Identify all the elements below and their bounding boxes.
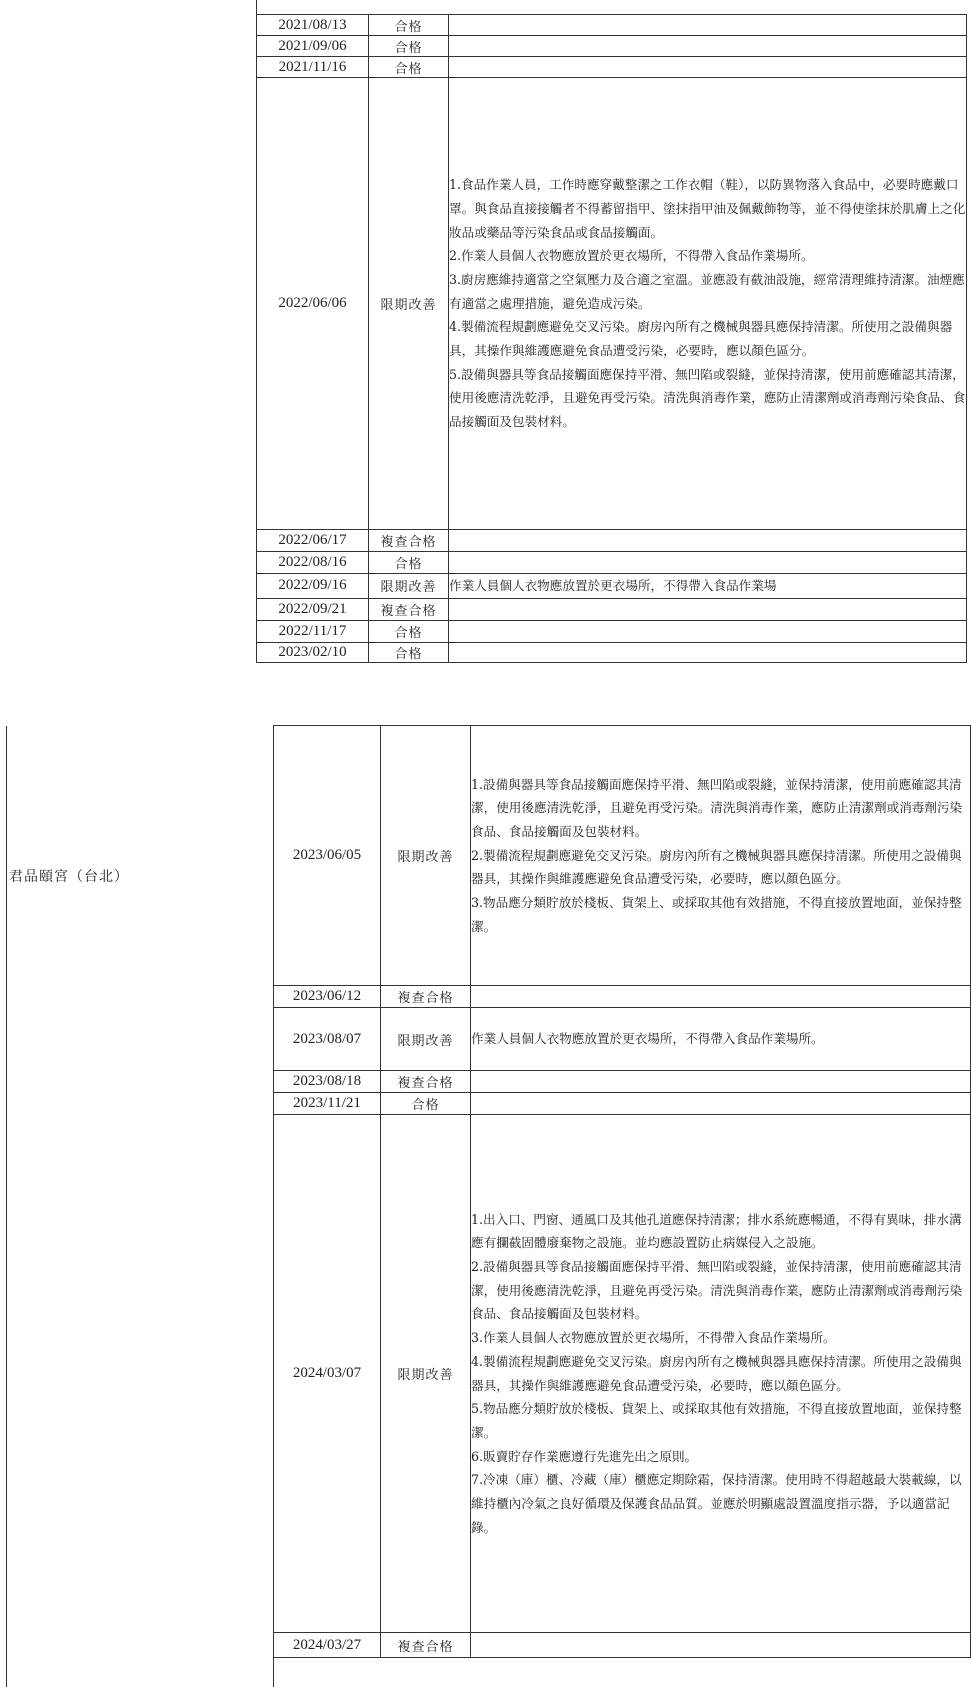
inspection-row [257,620,967,642]
inspection-row [274,986,971,1008]
inspection-result: 限期改善 [381,1008,471,1071]
inspection-row [274,1633,971,1658]
violation-item: 1.食品作業人員，工作時應穿戴整潔之工作衣帽（鞋），以防異物落入食品中，必要時應戴口罩。與食品直接接觸者不得蓄留指甲、塗抹指甲油及佩戴飾物等，並不得使塗抹於肌膚上之化妝品或藥品等污染食品或食品接觸面。 [449,177,966,240]
inspection-row [274,1008,971,1071]
inspection-row [257,552,967,574]
inspection-date: 2022/09/21 [257,598,369,620]
violation-notes [449,530,967,552]
inspection-result: 限期改善 [381,1115,471,1633]
violation-item: 1.設備與器具等食品接觸面應保持平滑、無凹陷或裂縫，並保持清潔，使用前應確認其清潔，使用後應清洗乾淨，且避免再受污染。清洗與消毒作業，應防止清潔劑或消毒劑污染食品、食品接觸面及包裝材料。 [471,776,963,839]
inspection-row [257,57,967,78]
violation-list [449,574,966,598]
violation-notes [449,574,967,599]
inspection-date: 2024/03/27 [274,1633,381,1658]
violation-list [471,1027,970,1051]
inspection-date: 2022/08/16 [257,552,369,574]
inspection-result: 限期改善 [369,78,449,530]
violation-notes [449,642,967,662]
inspection-date: 2023/08/18 [274,1071,381,1093]
violation-item: 作業人員個人衣物應放置於更衣場所，不得帶入食品作業場 [449,578,777,593]
inspection-row [274,1071,971,1093]
violation-item: 5.物品應分類貯放於棧板、貨架上、或採取其他有效措施，不得直接放置地面，並保持整潔。 [471,1401,962,1440]
violation-notes [471,1093,971,1115]
violation-notes [471,1115,971,1633]
inspection-date: 2022/09/16 [257,574,369,599]
inspection-date: 2021/09/06 [257,36,369,57]
inspection-result: 複查合格 [369,530,449,552]
violation-item: 6.販賣貯存作業應遵行先進先出之原則。 [471,1448,698,1464]
violation-item: 5.設備與器具等食品接觸面應保持平滑、無凹陷或裂縫，並保持清潔，使用前應確認其清潔，使用後應清洗乾淨，且避免再受污染。清洗與消毒作業，應防止清潔劑或消毒劑污染食品、食品接觸面及包裝材料。 [449,366,966,430]
inspection-result: 合格 [369,57,449,78]
violation-item: 2.作業人員個人衣物應放置於更衣場所，不得帶入食品作業場所。 [449,248,814,264]
inspection-result: 合格 [369,15,449,36]
inspection-date: 2024/03/07 [274,1115,381,1633]
violation-item: 2.製備流程規劃應避免交叉污染。廚房內所有之機械與器具應保持清潔。所使用之設備與器具，其操作與維護應避免食品遭受污染，必要時，應以顏色區分。 [471,847,962,887]
inspection-result: 合格 [369,552,449,574]
violation-item: 3.物品應分類貯放於棧板、貨架上、或採取其他有效措施，不得直接放置地面，並保持整潔。 [471,895,962,934]
violation-notes [471,1008,971,1071]
violation-item: 作業人員個人衣物應放置於更衣場所，不得帶入食品作業場所。 [471,1031,824,1047]
inspection-row [257,78,967,530]
violation-item: 2.設備與器具等食品接觸面應保持平滑、無凹陷或裂縫，並保持清潔，使用前應確認其清潔，使用後應清洗乾淨，且避免再受污染。清洗與消毒作業，應防止清潔劑或消毒劑污染食品、食品接觸面及包裝材料。 [471,1258,963,1322]
inspection-result: 限期改善 [369,574,449,599]
violation-item: 4.製備流程規劃應避免交叉污染。廚房內所有之機械與器具應保持清潔。所使用之設備與器具，其操作與維護應避免食品遭受污染，必要時，應以顏色區分。 [471,1353,962,1393]
inspection-date: 2022/06/06 [257,78,369,530]
upper-inspection-table [256,14,967,663]
inspection-result: 合格 [369,642,449,662]
inspection-result: 複查合格 [381,986,471,1008]
inspection-row [257,15,967,36]
violation-item: 7.冷凍（庫）櫃、冷藏（庫）櫃應定期除霜，保持清潔。使用時不得超越最大裝載線，以維持櫃內冷氣之良好循環及保護食品品質。並應於明顯處設置溫度指示器，予以適當記錄。 [471,1472,962,1535]
violation-list [471,1208,970,1540]
inspection-row [274,1093,971,1115]
violation-notes [449,15,967,36]
inspection-date: 2023/08/07 [274,1008,381,1071]
inspection-date: 2023/11/21 [274,1093,381,1115]
violation-notes [449,57,967,78]
inspection-date: 2023/06/05 [274,726,381,986]
lower-inspection-segment [0,726,971,1687]
store-column-left-line [6,726,7,1687]
violation-notes [471,1071,971,1093]
violation-list [471,773,970,939]
inspection-result: 限期改善 [381,726,471,986]
violation-item: 3.廚房應維持適當之空氣壓力及合適之室溫。並應設有截油設施，經常清理維持清潔。油煙應有適當之處理措施，避免造成污染。 [449,271,965,311]
inspection-date: 2021/11/16 [257,57,369,78]
violation-notes [449,620,967,642]
inspection-result: 複查合格 [381,1071,471,1093]
store-name: 君品頤宮（台北） [9,869,129,885]
lower-inspection-table [273,725,971,1658]
inspection-row [257,598,967,620]
inspection-result: 合格 [369,620,449,642]
inspection-row [257,642,967,662]
violation-item: 4.製備流程規劃應避免交叉污染。廚房內所有之機械與器具應保持清潔。所使用之設備與器具，其操作與維護應避免食品遭受污染，必要時，應以顏色區分。 [449,319,953,359]
violation-notes [471,1633,971,1658]
inspection-row [274,1115,971,1633]
inspection-row [257,574,967,599]
violation-notes [449,78,967,530]
inspection-result: 合格 [381,1093,471,1115]
violation-notes [449,552,967,574]
upper-inspection-segment [0,0,971,662]
inspection-row [257,36,967,57]
violation-notes [471,726,971,986]
inspection-date: 2022/06/17 [257,530,369,552]
inspection-result: 複查合格 [369,598,449,620]
violation-notes [471,986,971,1008]
violation-list [449,173,966,434]
inspection-date: 2023/06/12 [274,986,381,1008]
violation-item: 1.出入口、門窗、通風口及其他孔道應保持清潔；排水系統應暢通，不得有異味，排水溝應有攔截固體廢棄物之設施。並均應設置防止病媒侵入之設施。 [471,1211,962,1251]
inspection-result: 複查合格 [381,1633,471,1658]
inspection-date: 2021/08/13 [257,15,369,36]
violation-notes [449,598,967,620]
violation-item: 3.作業人員個人衣物應放置於更衣場所，不得帶入食品作業場所。 [471,1330,836,1346]
violation-notes [449,36,967,57]
inspection-row [274,726,971,986]
inspection-date: 2022/11/17 [257,620,369,642]
inspection-result: 合格 [369,36,449,57]
inspection-date: 2023/02/10 [257,642,369,662]
inspection-row [257,530,967,552]
